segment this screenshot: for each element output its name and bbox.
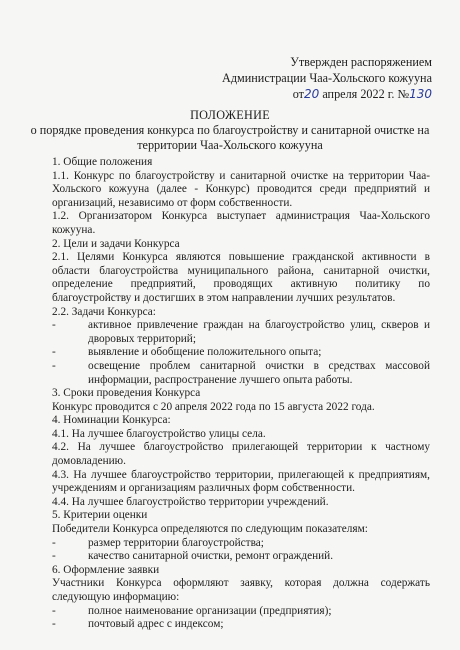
- paragraph: Победители Конкурса определяются по следующим показателям:: [52, 523, 368, 536]
- paragraph: 4.4. На лучшее благоустройство территории учреждений.: [52, 495, 329, 508]
- bullet-dash: -: [52, 359, 56, 372]
- bullet-dash: -: [52, 550, 56, 563]
- paragraph: 1.1. Конкурс по благоустройству и санитарной очистке на территории Чаа-Хольского кожууна (далее - Конкурс) проводится среди предприятий и организаций, независимо от форм собственности.: [52, 169, 430, 209]
- bullet-text: полное наименование организации (предприятия);: [88, 604, 332, 617]
- document-title-block: [0, 108, 460, 153]
- bullet-dash: -: [52, 604, 56, 617]
- paragraph: 3. Сроки проведения Конкурса: [52, 387, 201, 400]
- bullet-dash: -: [52, 536, 56, 549]
- approval-line-1: Утвержден распоряжением: [290, 55, 432, 69]
- bullet-item: [52, 319, 430, 346]
- paragraph: Участники Конкурса оформляют заявку, которая должна содержать следующую информацию:: [52, 577, 430, 603]
- paragraph: 6. Оформление заявки: [52, 563, 160, 576]
- bullet-text: выявление и обобщение положительного опыта;: [88, 346, 322, 359]
- document-body: [52, 156, 430, 632]
- paragraph: 4.2. На лучшее благоустройство прилегающей территории к частному домовладению.: [52, 441, 430, 468]
- document-subtitle-line-1: о порядке проведения конкурса по благоустройству и санитарной очистке на: [30, 123, 430, 137]
- bullet-item: [52, 537, 430, 551]
- paragraph: 4.3. На лучшее благоустройство территории, прилегающей к предприятиям, учреждениям и организациям различных форм собственности.: [52, 468, 430, 495]
- bullet-dash: -: [52, 319, 56, 332]
- bullet-text: активное привлечение граждан на благоустройство улиц, скверов и дворовых территорий;: [88, 319, 430, 345]
- paragraph: 4. Номинации Конкурса:: [52, 414, 171, 427]
- bullet-dash: -: [52, 618, 56, 631]
- approval-date-prefix: от: [292, 87, 304, 101]
- approval-line-3: [222, 86, 432, 102]
- paragraph: 2.2. Задачи Конкурса:: [52, 305, 156, 318]
- document-subtitle-line-2: территории Чаа-Хольского кожууна: [137, 138, 323, 152]
- bullet-text: качество санитарной очистки, ремонт ограждений.: [88, 550, 334, 563]
- bullet-item: [52, 346, 430, 360]
- document-title: ПОЛОЖЕНИЕ: [190, 108, 270, 122]
- bullet-text: размер территории благоустройства;: [88, 536, 264, 549]
- bullet-item: [52, 550, 430, 564]
- handwritten-order-number: 130: [409, 87, 432, 101]
- paragraph: 2.1. Целями Конкурса являются повышение гражданской активности в области благоустройства муниципального района, санитарной очистки, определение предприятий, проводящих активную политику по благоустройству и достигших в этом направлении лучших результатов.: [52, 251, 430, 304]
- bullet-text: освещение проблем санитарной очистки в средствах массовой информации, распространение лучшего опыта работы.: [88, 359, 430, 386]
- bullet-text: почтовый адрес с индексом;: [88, 618, 224, 631]
- approval-stamp-block: [222, 54, 432, 102]
- paragraph: Конкурс проводится с 20 апреля 2022 года по 15 августа 2022 года.: [52, 400, 375, 413]
- paragraph: 2. Цели и задачи Конкурса: [52, 237, 180, 250]
- bullet-dash: -: [52, 346, 56, 359]
- paragraph: 1. Общие положения: [52, 156, 153, 168]
- approval-line-2: Администрации Чаа-Хольского кожууна: [222, 71, 432, 85]
- approval-date-rest: апреля 2022 г. №: [319, 87, 410, 101]
- paragraph: 1.2. Организатором Конкурса выступает администрация Чаа-Хольского кожууна.: [52, 210, 430, 236]
- bullet-item: [52, 605, 430, 619]
- bullet-item: [52, 360, 430, 387]
- paragraph: 4.1. На лучшее благоустройство улицы села.: [52, 427, 266, 440]
- bullet-item: [52, 618, 430, 632]
- handwritten-day: 20: [303, 87, 320, 101]
- paragraph: 5. Критерии оценки: [52, 509, 148, 522]
